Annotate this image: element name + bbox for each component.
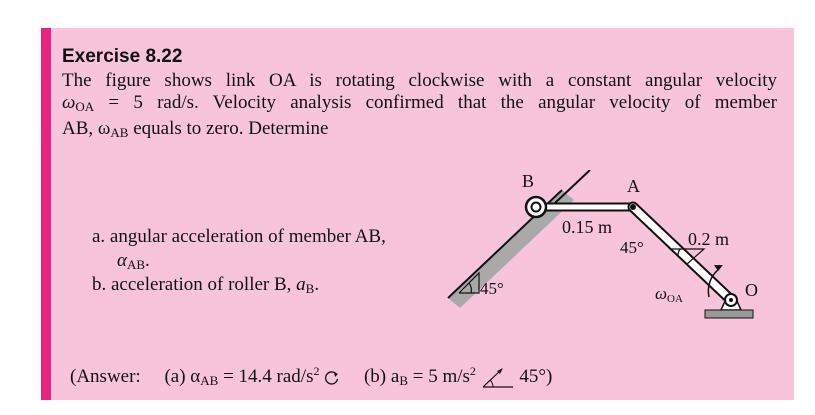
answer-part-b: (b) $a_B = 5$ $m/s^2$ [363, 364, 476, 388]
problem-line-1: The figure shows link OA is rotating clockwise with a constant angular velocity [62, 70, 777, 91]
problem-line-3: AB, $\omega_{AB}$ equals to zero. Determine [62, 118, 329, 140]
omega-arrowhead [714, 265, 723, 271]
length-oa: 0.2 m [688, 229, 730, 249]
label-o: O [745, 280, 758, 300]
label-a: A [627, 176, 640, 196]
pin-o-center [729, 298, 733, 302]
roller-b-pin [532, 203, 541, 212]
problem-statement [62, 70, 777, 144]
link-oa-fill [633, 207, 731, 300]
answer-line [70, 364, 552, 389]
direction-angle-icon [481, 367, 515, 389]
answer-part-b-angle: 45°) [519, 366, 553, 387]
pin-a [630, 204, 636, 210]
question-a-line-1: a. angular acceleration of member AB, [92, 226, 386, 247]
length-ab: 0.15 m [562, 217, 613, 237]
label-b: B [522, 171, 535, 191]
answer-part-a: (a) $\alpha_{AB} = 14.4$ rad/$s^2$ [164, 364, 320, 388]
answer-prefix: (Answer: [70, 366, 141, 387]
question-b: b. acceleration of roller B, $a_B$. [92, 274, 320, 296]
angle-label-slope: 45° [480, 279, 504, 298]
angle-label-a: 45° [620, 238, 644, 257]
ground-base [705, 310, 753, 318]
counterclockwise-rotation-icon [324, 370, 340, 386]
problem-line-2: $\omega_{OA} = 5$ rad/s. Velocity analysis confirmed that the angular velocity of member [62, 92, 777, 114]
omega-label: ωOA [655, 284, 683, 305]
question-a-line-2: $\alpha_{AB}$. [117, 250, 150, 272]
mechanism-figure [440, 170, 770, 340]
exercise-title: Exercise 8.22 [62, 46, 183, 67]
guide-extension [555, 170, 590, 203]
